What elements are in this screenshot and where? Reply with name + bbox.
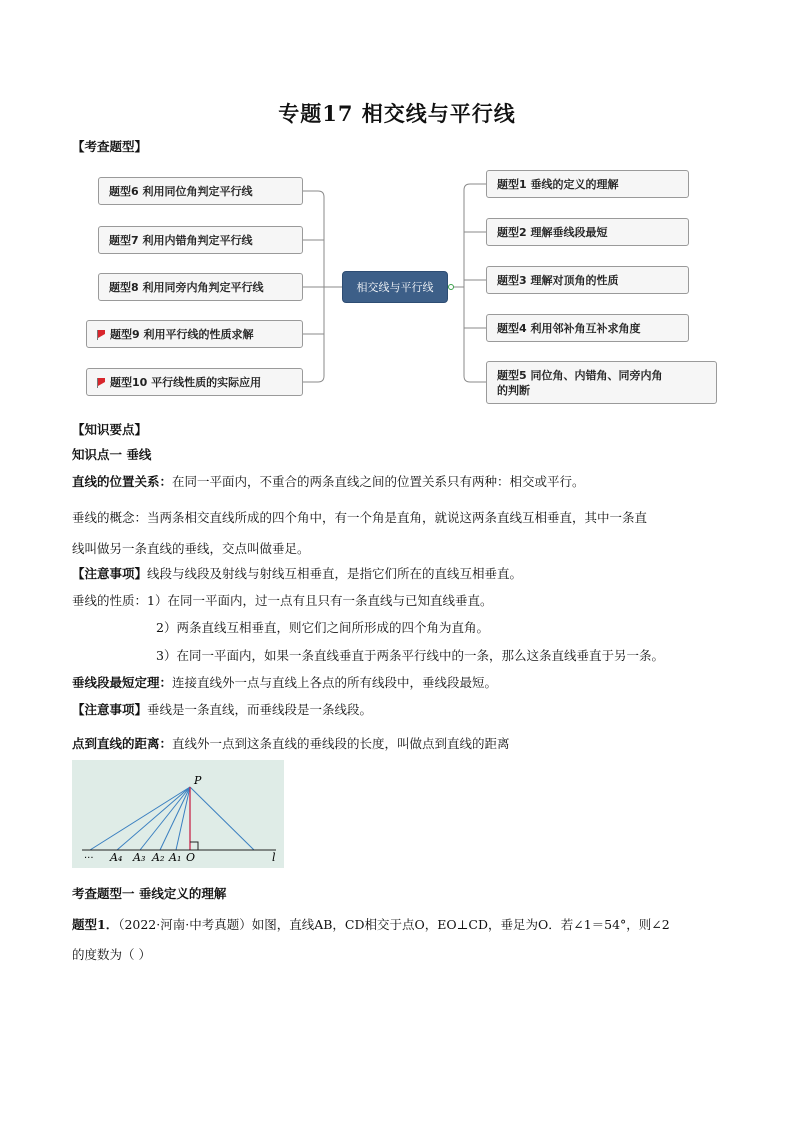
mindmap-node-type8[interactable]: 题型8 利用同旁内角判定平行线 <box>98 273 303 301</box>
mindmap-node-type3[interactable]: 题型3 理解对顶角的性质 <box>486 266 689 294</box>
note1-label: 【注意事项】 <box>72 566 148 581</box>
note2-paragraph <box>72 701 372 719</box>
line-position-text: 在同一平面内，不重合的两条直线之间的位置关系只有两种：相交或平行。 <box>172 474 585 489</box>
mindmap-node-type1[interactable]: 题型1 垂线的定义的理解 <box>486 170 689 198</box>
note1-paragraph <box>72 565 522 583</box>
label-a4: A₄ <box>110 851 123 864</box>
mindmap-node-label-line1: 题型5 同位角、内错角、同旁内角 <box>497 368 663 382</box>
mindmap-node-type7[interactable]: 题型7 利用内错角判定平行线 <box>98 226 303 254</box>
line-position-label: 直线的位置关系： <box>72 474 173 489</box>
label-o: O <box>186 851 196 864</box>
question1-text: （2022·河南·中考真题）如图，直线AB，CD相交于点O，EO⊥CD，垂足为O．若∠1＝54°，则∠2 <box>118 917 670 932</box>
mindmap-node-label: 题型9 利用平行线的性质求解 <box>110 328 254 341</box>
mindmap-node-type4[interactable]: 题型4 利用邻补角互补求角度 <box>486 314 689 342</box>
line-position-paragraph <box>72 473 585 491</box>
perp-prop-3: 3）在同一平面内，如果一条直线垂直于两条平行线中的一条，那么这条直线垂直于另一条。 <box>156 648 664 663</box>
distance-label: 点到直线的距离： <box>72 736 173 751</box>
mindmap-node-label-line2: 的判断 <box>497 383 530 397</box>
perp-prop-1: 垂线的性质：1）在同一平面内，过一点有且只有一条直线与已知直线垂直。 <box>72 593 493 608</box>
mindmap-connectors <box>0 0 794 420</box>
mindmap-node-label: 题型10 平行线性质的实际应用 <box>110 376 262 389</box>
note2-text: 垂线是一条直线，而垂线段是一条线段。 <box>147 702 373 717</box>
shortest-paragraph <box>72 674 497 692</box>
label-p: P <box>194 774 202 787</box>
question1-line2: 的度数为（ ） <box>72 947 151 962</box>
flag-icon <box>97 378 104 386</box>
mindmap-node-type2[interactable]: 题型2 理解垂线段最短 <box>486 218 689 246</box>
mindmap-node-type9[interactable] <box>86 320 303 348</box>
shortest-label: 垂线段最短定理： <box>72 675 173 690</box>
note1-text: 线段与线段及射线与射线互相垂直，是指它们所在的直线互相垂直。 <box>147 566 523 581</box>
distance-paragraph <box>72 735 510 753</box>
label-l: l <box>272 851 276 864</box>
shortest-text: 连接直线外一点与直线上各点的所有线段中，垂线段最短。 <box>172 675 498 690</box>
section-kaocha-label: 【考查题型】 <box>72 139 148 154</box>
kp1-title: 知识点一 垂线 <box>72 447 152 462</box>
label-dots: ··· <box>84 853 94 864</box>
mindmap-node-type6[interactable]: 题型6 利用同位角判定平行线 <box>98 177 303 205</box>
perp-concept-line1: 垂线的概念：当两条相交直线所成的四个角中，有一个角是直角，就说这两条直线互相垂直，其中一条直 <box>72 510 648 525</box>
page-title: 专题17 相交线与平行线 <box>278 101 516 126</box>
question1-line1 <box>72 916 670 934</box>
perpendicular-distance-figure <box>72 760 284 868</box>
figure-diagram <box>72 760 284 868</box>
mindmap-node-type10[interactable] <box>86 368 303 396</box>
note2-label: 【注意事项】 <box>72 702 148 717</box>
perp-concept-line2: 线叫做另一条直线的垂线，交点叫做垂足。 <box>72 541 310 556</box>
label-a3: A₃ <box>133 851 146 864</box>
section-zhishi-label: 【知识要点】 <box>72 422 148 437</box>
perp-prop-2: 2）两条直线互相垂直，则它们之间所形成的四个角为直角。 <box>156 620 489 635</box>
question1-label: 题型1． <box>72 917 119 932</box>
type1-heading: 考查题型一 垂线定义的理解 <box>72 886 227 901</box>
flag-icon <box>97 330 104 338</box>
distance-text: 直线外一点到这条直线的垂线段的长度，叫做点到直线的距离 <box>172 736 510 751</box>
mindmap-center-node[interactable]: 相交线与平行线 <box>342 271 448 303</box>
mindmap-node-type5[interactable] <box>486 361 717 404</box>
label-a2: A₂ <box>152 851 165 864</box>
label-a1: A₁ <box>169 851 182 864</box>
